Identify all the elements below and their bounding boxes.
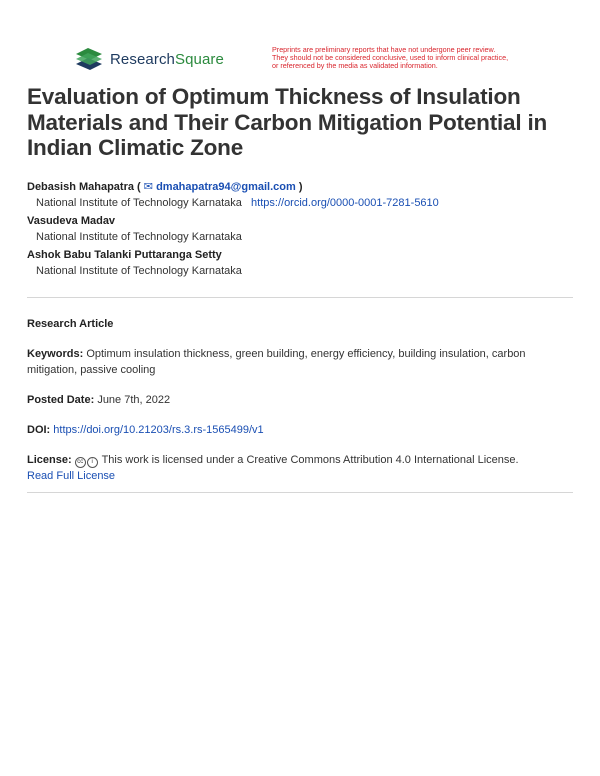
- header: [74, 46, 554, 76]
- author-name: Ashok Babu Talanki Puttaranga Setty: [27, 249, 222, 261]
- research-square-logo-icon: [74, 46, 104, 72]
- keywords-text: Optimum insulation thickness, green building, energy efficiency, building insulation, carbon mitigation, passive cooling: [27, 348, 526, 376]
- keywords: [27, 346, 573, 378]
- divider: [27, 297, 573, 298]
- read-full-license-link[interactable]: Read Full License: [27, 470, 116, 482]
- notice-line-3: or referenced by the media as validated information.: [272, 61, 438, 70]
- notice-line-2: They should not be considered conclusive, used to inform clinical practice,: [272, 53, 509, 62]
- attribution-icon[interactable]: i: [87, 457, 98, 468]
- author-affiliation: [27, 195, 573, 213]
- logo-text-primary: Research: [110, 50, 175, 68]
- research-square-logo[interactable]: [74, 46, 224, 72]
- author-affiliation: National Institute of Technology Karnataka: [36, 231, 242, 243]
- article-metadata: [27, 316, 573, 498]
- orcid-link[interactable]: https://orcid.org/0000-0001-7281-5610: [251, 197, 439, 209]
- author-affiliation-text: National Institute of Technology Karnataka: [36, 197, 242, 209]
- notice-line-1: Preprints are preliminary reports that have not undergone peer review.: [272, 45, 496, 54]
- author-email[interactable]: [144, 181, 296, 193]
- keywords-label: Keywords:: [27, 348, 84, 360]
- creative-commons-icon[interactable]: cc: [75, 457, 86, 468]
- article-type: [27, 316, 573, 332]
- posted-date-value: June 7th, 2022: [97, 394, 171, 406]
- article-type-text: Research Article: [27, 318, 114, 330]
- envelope-icon: ✉: [143, 181, 153, 193]
- logo-text-accent: Square: [175, 50, 224, 68]
- paper-title: Evaluation of Optimum Thickness of Insulation Materials and Their Carbon Mitigation Potential in Indian Climatic Zone: [27, 84, 548, 160]
- license: [27, 452, 573, 484]
- license-label: License:: [27, 454, 72, 466]
- license-text: This work is licensed under a Creative Commons Attribution 4.0 International License.: [101, 454, 519, 466]
- preprint-notice: [272, 46, 557, 70]
- logo-text: [110, 51, 224, 68]
- author-name: Vasudeva Madav: [27, 215, 116, 227]
- posted-date: [27, 392, 573, 408]
- doi-link[interactable]: https://doi.org/10.21203/rs.3.rs-1565499/v1: [53, 424, 264, 436]
- author-list: [27, 179, 573, 281]
- doi-label: DOI:: [27, 424, 51, 436]
- divider: [27, 492, 573, 493]
- author-name: Debasish Mahapatra ( ✉ dmahapatra94@gmail.com ): [27, 181, 303, 193]
- author-email-text[interactable]: dmahapatra94@gmail.com: [156, 181, 296, 193]
- doi: [27, 422, 573, 438]
- posted-date-label: Posted Date:: [27, 394, 95, 406]
- author-name-text: Debasish Mahapatra: [27, 181, 134, 193]
- author-affiliation: National Institute of Technology Karnataka: [36, 265, 242, 277]
